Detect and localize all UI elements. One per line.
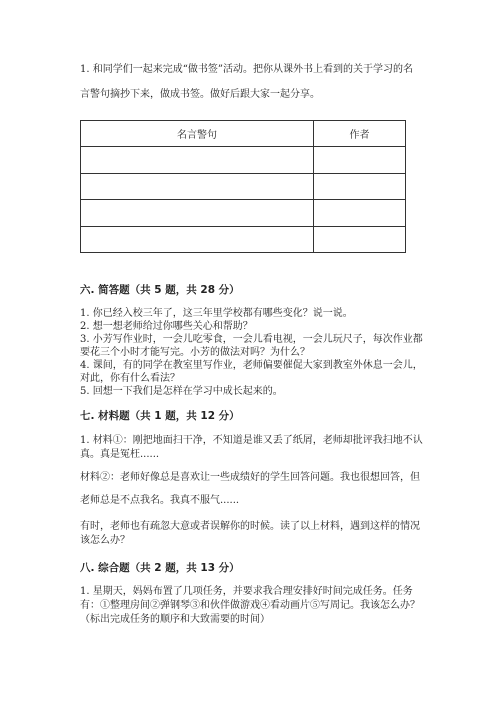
header-author: 作者 [314, 121, 406, 147]
table-cell[interactable] [314, 200, 406, 226]
sec6-line: 1. 你已经入校三年了，这三年里学校都有哪些变化？说一说。 [80, 308, 353, 319]
section-7-heading: 七. 材料题（共 1 题，共 12 分） [80, 410, 240, 422]
question-line-1: 有时，老师也有疏忽大意或者误解你的时候。读了以上材料，遇到这样的情况 [80, 521, 420, 532]
material-1-line-2: 真。真是冤枉...... [80, 449, 160, 460]
intro-line-1: 1. 和同学们一起来完成“做书签”活动。把你从课外书上看到的关于学习的名 [80, 64, 413, 75]
material-1-line-1: 1. 材料①：刚把地面扫干净，不知道是谁又丢了纸屑，老师却批评我扫地不认 [80, 435, 423, 446]
table-cell[interactable] [81, 147, 314, 173]
table-header-row [81, 121, 406, 147]
table-row [81, 147, 406, 173]
table-cell[interactable] [81, 200, 314, 226]
sec6-line: 3. 小芳写作业时，一会儿吃零食，一会儿看电视，一会儿玩尺子，每次作业都 [80, 334, 423, 345]
material-2-line-1: 材料②：老师好像总是喜欢让一些成绩好的学生回答问题。我也很想回答，但 [80, 472, 420, 483]
table-cell[interactable] [81, 173, 314, 199]
table-cell[interactable] [81, 226, 314, 252]
header-quote: 名言警句 [81, 121, 314, 147]
sec6-line: 4. 课间，有的同学在教室里写作业，老师偏要催促大家到教室外休息一会儿， [80, 360, 423, 371]
table-cell[interactable] [314, 147, 406, 173]
question-line-2: 该怎么办？ [80, 535, 130, 546]
intro-line-2: 言警句摘抄下来，做成书签。做好后跟大家一起分享。 [80, 89, 320, 100]
table-row [81, 200, 406, 226]
sec6-line: 2. 想一想老师给过你哪些关心和帮助？ [80, 321, 253, 332]
sec8-line: 1. 星期天，妈妈布置了几项任务，并要求我合理安排好时间完成任务。任务 [80, 586, 413, 597]
table-row [81, 173, 406, 199]
section-6-heading: 六. 简答题（共 5 题，共 28 分） [80, 284, 240, 296]
table-row [81, 226, 406, 252]
sec6-line: 对此，你有什么看法？ [80, 373, 180, 384]
material-2-line-2: 老师总是不点我名。我真不服气...... [80, 495, 240, 506]
table-cell[interactable] [314, 226, 406, 252]
table-cell[interactable] [314, 173, 406, 199]
quote-table [80, 120, 406, 253]
sec8-line: （标出完成任务的顺序和大致需要的时间） [80, 614, 270, 625]
sec6-line: 5. 回想一下我们是怎样在学习中成长起来的。 [80, 386, 283, 397]
sec6-line: 要花三个小时才能写完。小芳的做法对吗？为什么？ [80, 347, 310, 358]
section-8-heading: 八. 综合题（共 2 题，共 13 分） [80, 562, 240, 574]
sec8-line: 有：①整理房间②弹钢琴③和伙伴做游戏④看动画片⑤写周记。我该怎么办？ [80, 600, 420, 611]
